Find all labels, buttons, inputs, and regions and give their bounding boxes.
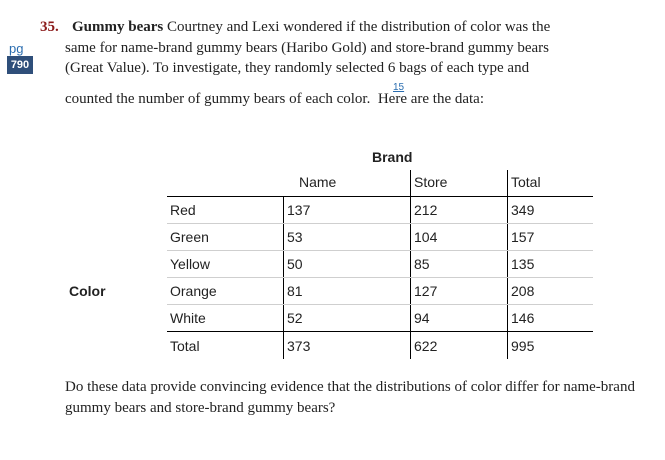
row-label: Yellow — [170, 256, 210, 272]
table-cell: 81 — [287, 283, 303, 299]
brand-header: Brand — [372, 149, 413, 165]
table-cell: 157 — [511, 229, 535, 245]
table-cell: 94 — [414, 310, 430, 326]
problem-line-3: (Great Value). To investigate, they randomly selected 6 bags of each type and — [65, 60, 530, 76]
table-cell: 208 — [511, 283, 535, 299]
problem-line-4-text: counted the number of gummy bears of each color. — [65, 91, 371, 107]
row-divider — [167, 277, 593, 278]
table-cell: 349 — [511, 202, 535, 218]
row-divider — [167, 304, 593, 305]
column-header-total: Total — [511, 174, 541, 190]
question-text: Do these data provide convincing evidence that the distributions of color differ for name-brand gummy bears and store-brand gummy bears? — [65, 379, 635, 416]
problem-line-4-rest: Here are the data: — [377, 91, 485, 107]
table-cell: 85 — [414, 256, 430, 272]
table-cell: 622 — [414, 338, 438, 354]
table-cell: 995 — [511, 338, 535, 354]
table-cell: 53 — [287, 229, 303, 245]
table-cell: 373 — [287, 338, 311, 354]
table-cell: 135 — [511, 256, 535, 272]
row-label: White — [170, 310, 206, 326]
table-cell: 52 — [287, 310, 303, 326]
problem-line-2: same for name-brand gummy bears (Haribo Gold) and store-brand gummy bears — [65, 40, 550, 56]
table-cell: 137 — [287, 202, 311, 218]
total-rule — [167, 331, 593, 332]
problem-line-4 — [65, 91, 484, 108]
row-label: Red — [170, 202, 196, 218]
color-header: Color — [69, 283, 106, 299]
page-label[interactable]: pg — [9, 41, 24, 56]
column-header-store: Store — [414, 174, 448, 190]
page-number-badge[interactable]: 790 — [7, 56, 33, 74]
reference-link[interactable]: 15 — [393, 82, 405, 93]
problem-number: 35. — [40, 19, 59, 35]
table-cell: 212 — [414, 202, 438, 218]
row-divider — [167, 223, 593, 224]
table-cell: 104 — [414, 229, 438, 245]
problem-title: Gummy bears — [72, 19, 164, 35]
table-cell: 127 — [414, 283, 438, 299]
row-label: Total — [170, 338, 200, 354]
column-header-name: Name — [299, 174, 337, 190]
row-divider — [167, 250, 593, 251]
table-cell: 146 — [511, 310, 535, 326]
table-cell: 50 — [287, 256, 303, 272]
problem-line-1-text: Courtney and Lexi wondered if the distribution of color was the — [163, 19, 551, 35]
row-label: Green — [170, 229, 209, 245]
problem-line-1 — [72, 19, 550, 36]
row-label: Orange — [170, 283, 217, 299]
header-rule — [167, 196, 593, 197]
